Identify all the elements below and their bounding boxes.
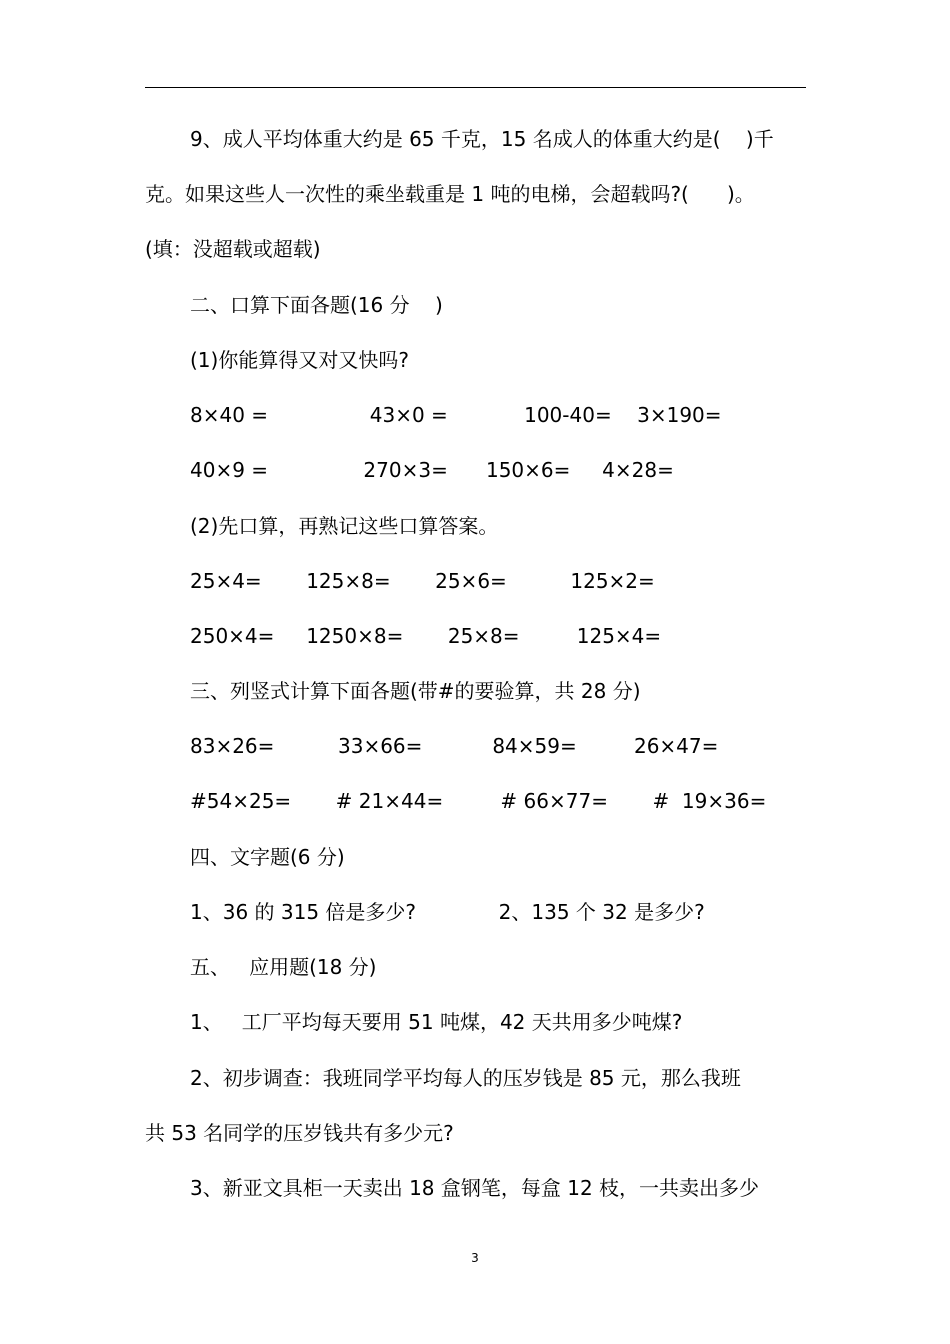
vertical-calc-row-1: 83×26= 33×66= 84×59= 26×47= (190, 734, 719, 758)
section-5-heading: 五、 应用题(18 分) (190, 955, 377, 979)
question-9-line-3: (填：没超载或超载) (145, 237, 321, 261)
question-9-line-1: 9、成人平均体重大约是 65 千克，15 名成人的体重大约是( )千 (190, 127, 774, 151)
word-problems-row: 1、36 的 315 倍是多少? 2、135 个 32 是多少? (190, 900, 705, 924)
section-3-heading: 三、列竖式计算下面各题(带#的要验算，共 28 分) (190, 679, 641, 703)
application-problem-3-line-1: 3、新亚文具柜一天卖出 18 盒钢笔，每盒 12 枝，一共卖出多少 (190, 1176, 760, 1200)
application-problem-1: 1、 工厂平均每天要用 51 吨煤，42 天共用多少吨煤? (190, 1010, 683, 1034)
section-2-heading: 二、口算下面各题(16 分 ) (190, 293, 443, 317)
mental-math-row-1: 8×40 = 43×0 = 100-40= 3×190= (190, 403, 722, 427)
section-4-heading: 四、文字题(6 分) (190, 845, 345, 869)
mental-math-row-2: 40×9 = 270×3= 150×6= 4×28= (190, 458, 674, 482)
application-problem-2-line-2: 共 53 名同学的压岁钱共有多少元? (145, 1121, 454, 1145)
page-number: 3 (471, 1251, 479, 1265)
question-9-line-2: 克。如果这些人一次性的乘坐载重是 1 吨的电梯，会超载吗?( )。 (145, 182, 755, 206)
section-2-part-1-heading: (1)你能算得又对又快吗? (190, 348, 409, 372)
application-problem-2-line-1: 2、初步调查：我班同学平均每人的压岁钱是 85 元，那么我班 (190, 1066, 741, 1090)
header-rule (145, 87, 806, 88)
section-2-part-2-heading: (2)先口算，再熟记这些口算答案。 (190, 514, 499, 538)
vertical-calc-row-2: #54×25= # 21×44= # 66×77= # 19×36= (190, 789, 767, 813)
mental-math-row-3: 25×4= 125×8= 25×6= 125×2= (190, 569, 655, 593)
mental-math-row-4: 250×4= 1250×8= 25×8= 125×4= (190, 624, 662, 648)
